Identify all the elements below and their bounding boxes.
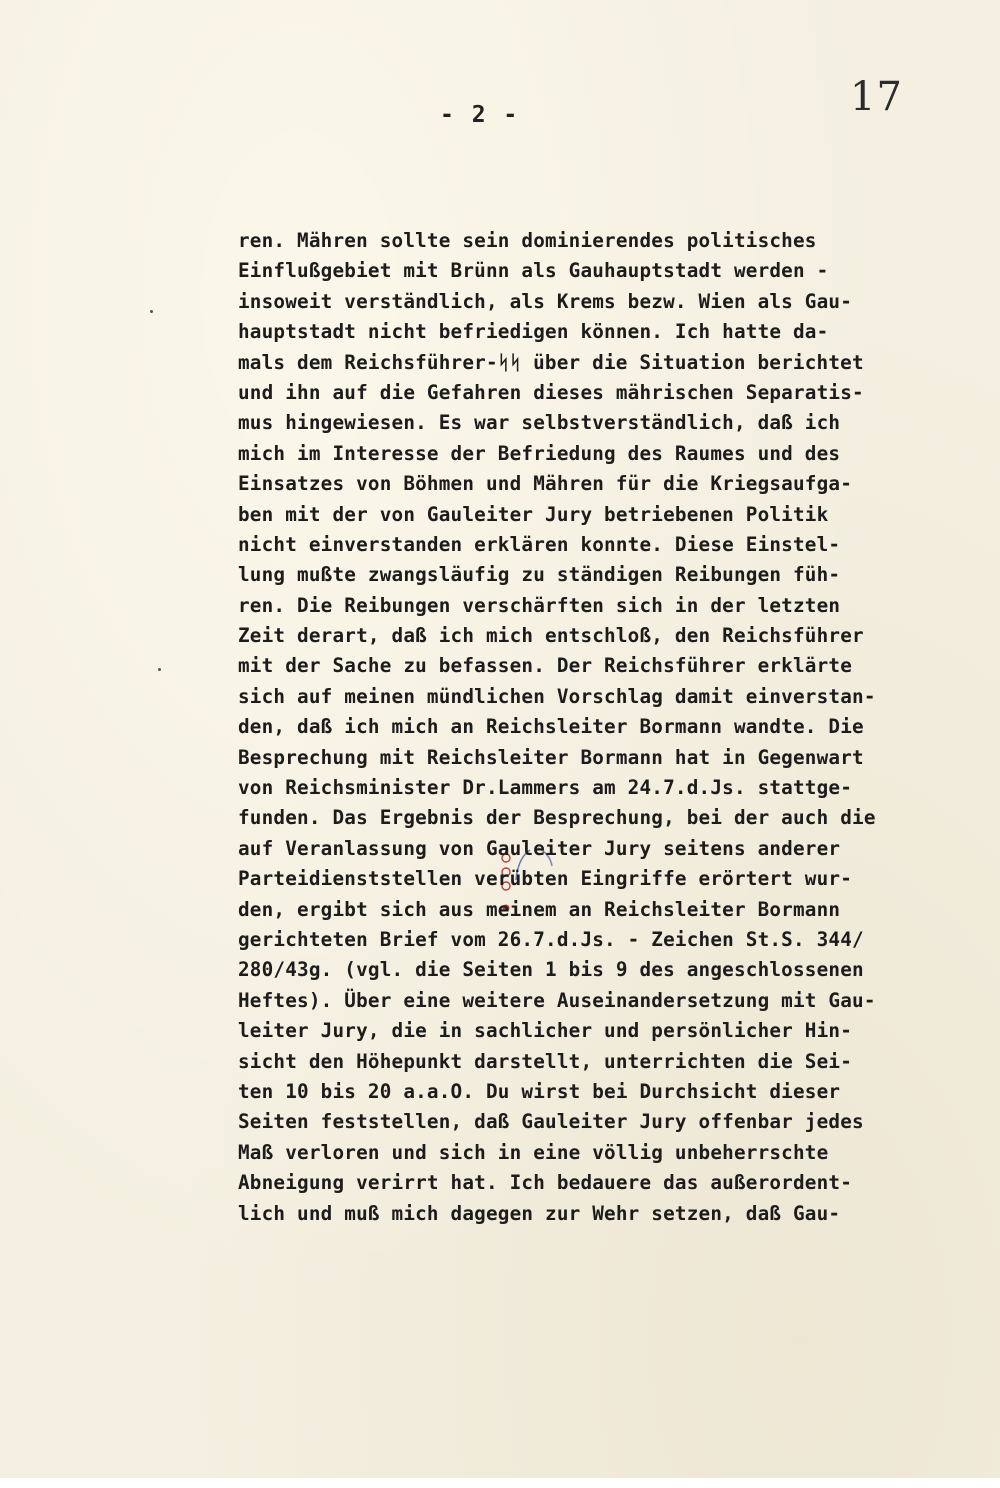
text-line: lung mußte zwangsläufig zu ständigen Reibungen füh-	[238, 563, 841, 587]
text-line: 280/43g. (vgl. die Seiten 1 bis 9 des angeschlossenen	[238, 958, 864, 982]
text-line: Maß verloren und sich in eine völlig unbeherrschte	[238, 1140, 829, 1164]
text-line: von Reichsminister Dr.Lammers am 24.7.d.Js. stattge-	[238, 776, 853, 800]
text-line: mals dem Reichsführer-ᛋᛋ über die Situation berichtet	[238, 350, 864, 374]
text-line: und ihn auf die Gefahren dieses mährischen Separatis-	[238, 380, 864, 404]
text-line: sicht den Höhepunkt darstellt, unterrichten die Sei-	[238, 1049, 853, 1073]
text-line: Besprechung mit Reichsleiter Bormann hat in Gegenwart	[238, 745, 864, 769]
text-line: Einflußgebiet mit Brünn als Gauhauptstadt werden -	[238, 259, 829, 283]
margin-speck	[150, 310, 153, 313]
text-line: mit der Sache zu befassen. Der Reichsführer erklärte	[238, 654, 853, 678]
text-line: ben mit der von Gauleiter Jury betriebenen Politik	[238, 502, 829, 526]
page-number: - 2 -	[440, 102, 520, 128]
text-line: den, daß ich mich an Reichsleiter Bormann wandte. Die	[238, 715, 864, 739]
margin-speck	[158, 668, 161, 671]
text-line: Einsatzes von Böhmen und Mähren für die Kriegsaufga-	[238, 472, 853, 496]
text-line: Parteidienststellen verübten Eingriffe erörtert wur-	[238, 867, 853, 891]
text-line: auf Veranlassung von Gauleiter Jury seitens anderer	[238, 836, 841, 860]
text-line: ren. Mähren sollte sein dominierendes politisches	[238, 229, 817, 252]
archive-page-number: 17	[850, 74, 903, 120]
text-line: Heftes). Über eine weitere Auseinandersetzung mit Gau-	[238, 988, 876, 1012]
text-line: Seiten feststellen, daß Gauleiter Jury offenbar jedes	[238, 1110, 864, 1134]
text-line: funden. Das Ergebnis der Besprechung, bei der auch die	[238, 806, 876, 830]
letter-body-text	[238, 226, 938, 1229]
text-line: nicht einverstanden erklären konnte. Diese Einstel-	[238, 532, 841, 556]
text-line: gerichteten Brief vom 26.7.d.Js. - Zeichen St.S. 344/	[238, 927, 864, 951]
text-line: Zeit derart, daß ich mich entschloß, den Reichsführer	[238, 624, 864, 648]
text-line: mich im Interesse der Befriedung des Raumes und des	[238, 441, 841, 465]
text-line: hauptstadt nicht befriedigen können. Ich hatte da-	[238, 320, 829, 344]
text-line: ren. Die Reibungen verschärften sich in der letzten	[238, 593, 841, 617]
text-line: sich auf meinen mündlichen Vorschlag damit einverstan-	[238, 684, 876, 708]
text-line: Abneigung verirrt hat. Ich bedauere das außerordent-	[238, 1171, 853, 1195]
text-line: ten 10 bis 20 a.a.O. Du wirst bei Durchsicht dieser	[238, 1079, 841, 1103]
text-line: leiter Jury, die in sachlicher und persönlicher Hin-	[238, 1019, 853, 1043]
text-line: den, ergibt sich aus meinem an Reichsleiter Bormann	[238, 897, 841, 921]
text-line: mus hingewiesen. Es war selbstverständlich, daß ich	[238, 411, 841, 435]
text-line: insoweit verständlich, als Krems bezw. Wien als Gau-	[238, 289, 853, 313]
text-line: lich und muß mich dagegen zur Wehr setzen, daß Gau-	[238, 1201, 841, 1225]
